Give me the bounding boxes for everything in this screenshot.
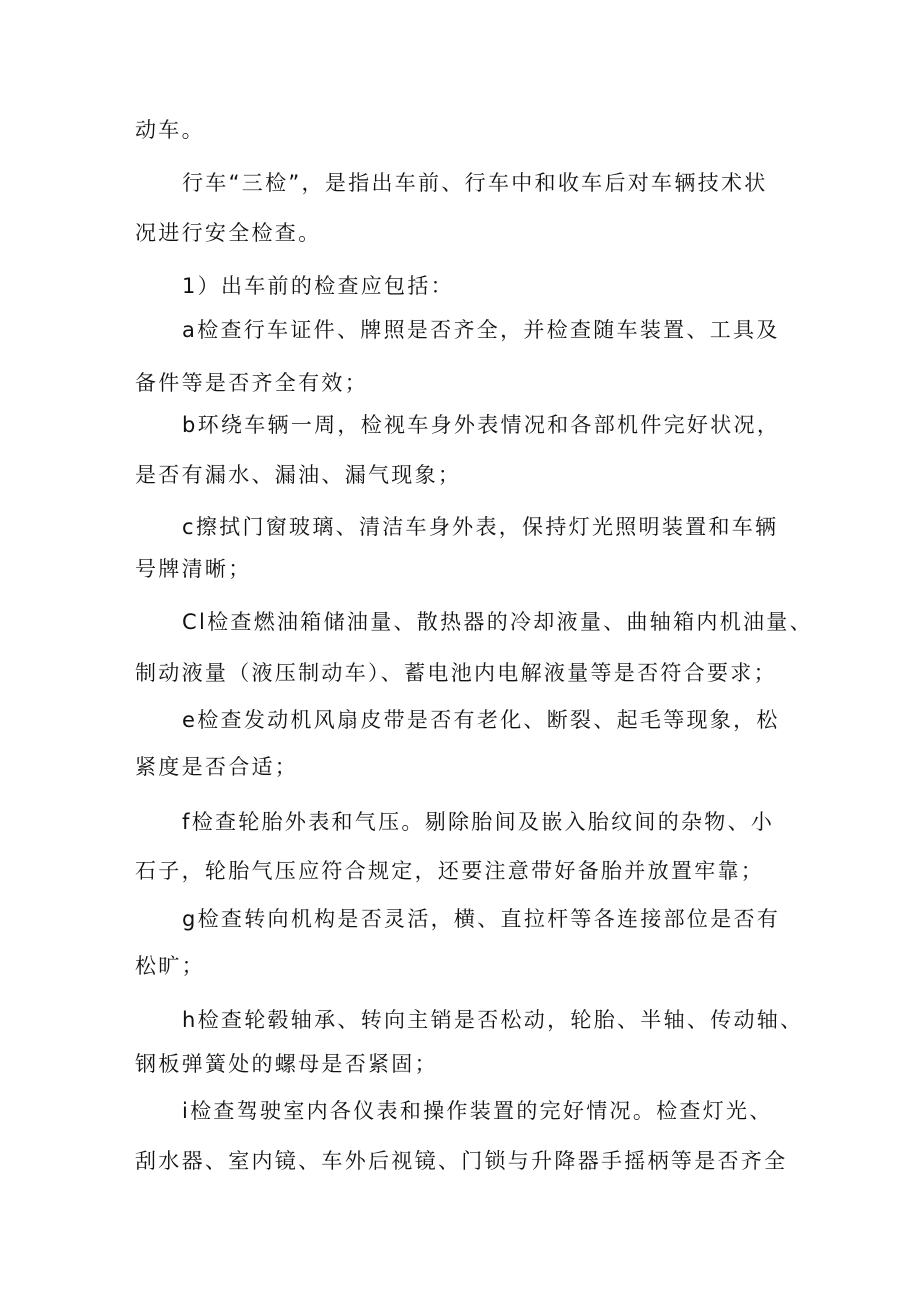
text-line: 制动液量（液压制动车）、蓄电池内电解液量等是否符合要求；	[135, 661, 777, 685]
text-line: Cl检查燃油箱储油量、散热器的冷却液量、曲轴箱内机油量、	[182, 610, 813, 634]
text-line: 备件等是否齐全有效；	[135, 371, 368, 395]
text-line: 钢板弹簧处的螺母是否紧固；	[135, 1052, 438, 1076]
text-line: f检查轮胎外表和气压。剔除胎间及嵌入胎纹间的杂物、小	[182, 810, 775, 834]
text-line: 刮水器、室内镜、车外后视镜、门锁与升降器手摇柄等是否齐全	[135, 1149, 788, 1173]
text-line: 是否有漏水、漏油、漏气现象；	[135, 463, 462, 487]
text-line: h检查轮毂轴承、转向主销是否松动，轮胎、半轴、传动轴、	[182, 1008, 804, 1032]
text-line: a检查行车证件、牌照是否齐全，并检查随车装置、工具及	[182, 318, 780, 342]
text-line: 石子，轮胎气压应符合规定，还要注意带好备胎并放置牢靠；	[135, 859, 765, 883]
text-line: 号牌清晰；	[135, 557, 252, 581]
text-line: 松旷；	[135, 954, 205, 978]
text-line: b环绕车辆一周，检视车身外表情况和各部机件完好状况，	[182, 413, 781, 437]
text-line: g检查转向机构是否灵活，横、直拉杆等各连接部位是否有	[182, 907, 781, 931]
text-line: c擦拭门窗玻璃、清洁车身外表，保持灯光照明装置和车辆	[182, 515, 779, 539]
text-line: 行车“三检”，是指出车前、行车中和收车后对车辆技术状	[182, 171, 768, 195]
text-line: 动车。	[135, 118, 205, 142]
text-line: 1）出车前的检查应包括：	[182, 274, 454, 298]
text-line: i检查驾驶室内各仪表和操作装置的完好情况。检查灯光、	[182, 1099, 773, 1123]
text-line: 况进行安全检查。	[135, 221, 322, 245]
text-line: e检查发动机风扇皮带是否有老化、断裂、起毛等现象，松	[182, 708, 780, 732]
text-line: 紧度是否合适；	[135, 755, 299, 779]
